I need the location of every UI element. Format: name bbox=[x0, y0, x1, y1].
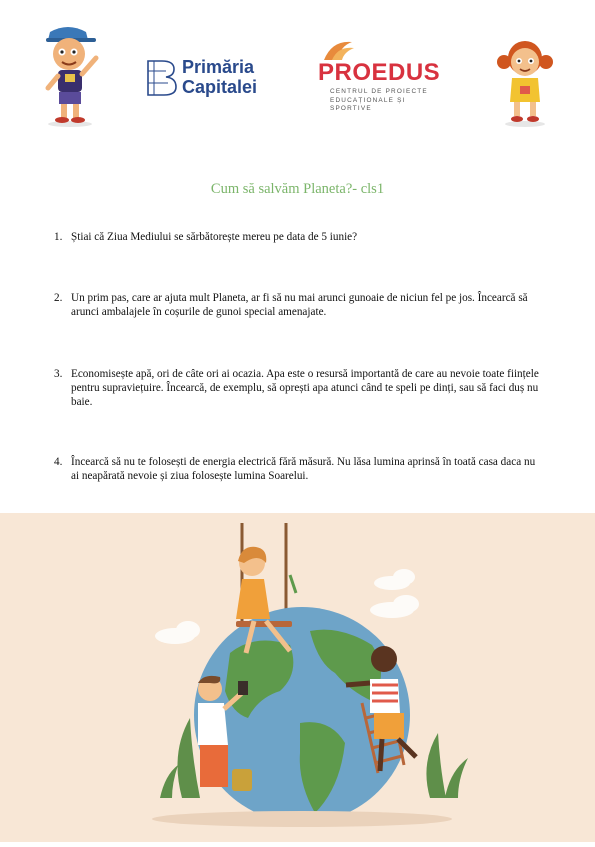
earth-children-illustration bbox=[0, 513, 595, 842]
list-item-number: 1. bbox=[54, 231, 63, 243]
list-item-text: Un prim pas, care ar ajuta mult Planeta, ar fi să nu mai arunci gunoaie de niciun fel pe jos. Încearcă să arunci ambalajele în coșurile de gunoi special amenajate. bbox=[71, 292, 528, 318]
primaria-logo-line-2: Capitalei bbox=[182, 77, 258, 97]
list-item-number: 2. bbox=[54, 292, 63, 304]
proedus-subtitle-line-1: CENTRUL DE PROIECTE bbox=[330, 88, 428, 95]
list-item-text: Știai că Ziua Mediului se sărbătorește mereu pe data de 5 iunie? bbox=[71, 231, 358, 243]
list-item-text: Economisește apă, ori de câte ori ai ocazia. Apa este o resursă importantă de care au nevoie toate ființele pentru supraviețuire. Încearcă, de exemplu, să oprești apa atunci când te speli pe dinți, sau să faci duș nu baie. bbox=[71, 368, 539, 408]
proedus-wordmark: PROEDUS bbox=[318, 59, 441, 86]
list-item-number: 4. bbox=[54, 456, 63, 468]
list-item-number: 3. bbox=[54, 368, 63, 380]
proedus-logo bbox=[318, 38, 444, 112]
primaria-logo-line-1: Primăria bbox=[182, 57, 255, 77]
page-title: Cum să salvăm Planeta?- cls1 bbox=[210, 181, 385, 197]
list-item bbox=[54, 291, 544, 319]
primaria-emblem-icon bbox=[144, 59, 178, 97]
boy-mascot-image bbox=[38, 22, 102, 128]
list-item-text: Încearcă să nu te folosești de energia electrică fără măsură. Nu lăsa lumina aprinsă în toată casa daca nu ai neapărată nevoie și ziua folosește lumina Soarelui. bbox=[71, 456, 536, 482]
proedus-subtitle-line-2: EDUCAȚIONALE ȘI SPORTIVE bbox=[330, 97, 406, 112]
girl-mascot-image bbox=[494, 36, 556, 128]
primaria-capitalei-logo bbox=[144, 55, 274, 101]
list-item bbox=[54, 230, 544, 244]
list-item bbox=[54, 367, 544, 409]
list-item bbox=[54, 455, 544, 483]
